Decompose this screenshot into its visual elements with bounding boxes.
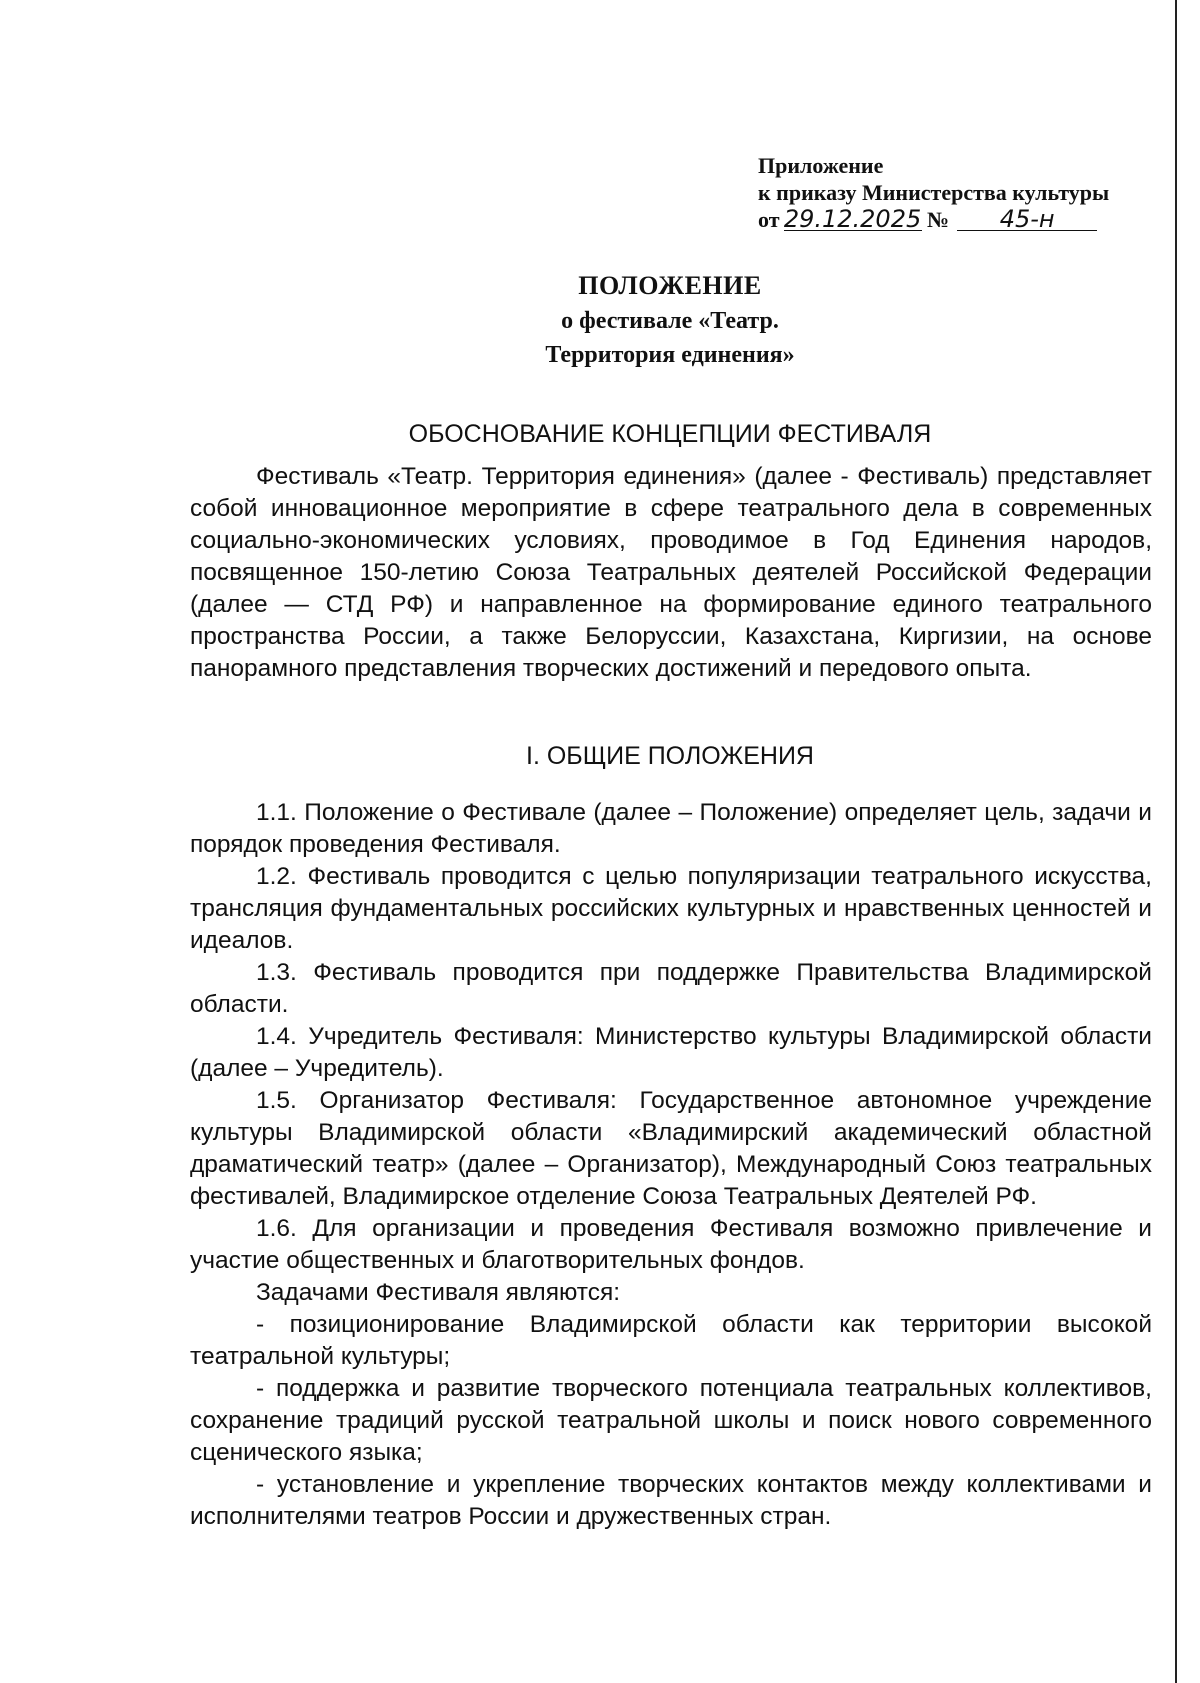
general-provisions-heading: I. ОБЩИЕ ПОЛОЖЕНИЯ — [526, 742, 814, 770]
task-item-2: - поддержка и развитие творческого потенциала театральных коллективов, сохранение традиций русской театральной школы и поиск нового современного сценического языка; — [190, 1375, 1152, 1466]
concept-paragraph: Фестиваль «Театр. Территория единения» (далее - Фестиваль) представляет собой инновационное мероприятие в сфере театрального дела в современных социально-экономических условиях, проводимое в Год Единения народов, посвященное 150-летию Союза Театральных деятелей Российской Федерации (далее — СТД РФ) и направленное на формирование единого театрального пространства России, а также Белоруссии, Казахстана, Киргизии, на основе панорамного представления творческих достижений и передового опыта. — [190, 463, 1152, 682]
subtitle-line-1: о фестивале «Театр. — [561, 308, 779, 334]
clause-1-3: 1.3. Фестиваль проводится при поддержке Правительства Владимирской области. — [190, 959, 1152, 1018]
handwritten-date: 29.12.2025 — [783, 205, 922, 233]
number-label: № — [927, 207, 950, 232]
document-subtitle — [190, 304, 1150, 372]
clause-1-6: 1.6. Для организации и проведения Фестиваля возможно привлечение и участие общественных и благотворительных фондов. — [190, 1215, 1152, 1274]
task-item-3: - установление и укрепление творческих контактов между коллективами и исполнителями театров России и дружественных стран. — [190, 1471, 1152, 1530]
appendix-date-number-line — [758, 206, 1158, 233]
from-label: от — [758, 207, 780, 232]
task-item-1: - позиционирование Владимирской области как территории высокой театральной культуры; — [190, 1311, 1152, 1370]
tasks-intro: Задачами Фестиваля являются: — [256, 1279, 621, 1306]
scan-page-edge — [1175, 0, 1177, 1683]
clause-1-1: 1.1. Положение о Фестивале (далее – Положение) определяет цель, задачи и порядок проведения Фестиваля. — [190, 799, 1152, 858]
clause-1-5: 1.5. Организатор Фестиваля: Государственное автономное учреждение культуры Владимирской области «Владимирский академический областной драматический театр» (далее – Организатор), Международный Союз театральных фестивалей, Владимирское отделение Союза Театральных Деятелей РФ. — [190, 1087, 1152, 1210]
concept-section — [190, 461, 1152, 685]
document-title: ПОЛОЖЕНИЕ — [578, 271, 762, 300]
handwritten-order-number: 45-н — [957, 208, 1097, 231]
concept-heading: ОБОСНОВАНИЕ КОНЦЕПЦИИ ФЕСТИВАЛЯ — [408, 420, 932, 448]
clause-1-4: 1.4. Учредитель Фестиваля: Министерство культуры Владимирской области (далее – Учредитель). — [190, 1023, 1152, 1082]
appendix-order-ref: к приказу Министерства культуры — [758, 180, 1110, 205]
subtitle-line-2: Территория единения» — [545, 342, 795, 368]
appendix-block — [758, 152, 1158, 233]
appendix-label: Приложение — [758, 153, 884, 178]
general-provisions-section — [190, 797, 1152, 1533]
clause-1-2: 1.2. Фестиваль проводится с целью популяризации театрального искусства, трансляция фундаментальных российских культурных и нравственных ценностей и идеалов. — [190, 863, 1152, 954]
